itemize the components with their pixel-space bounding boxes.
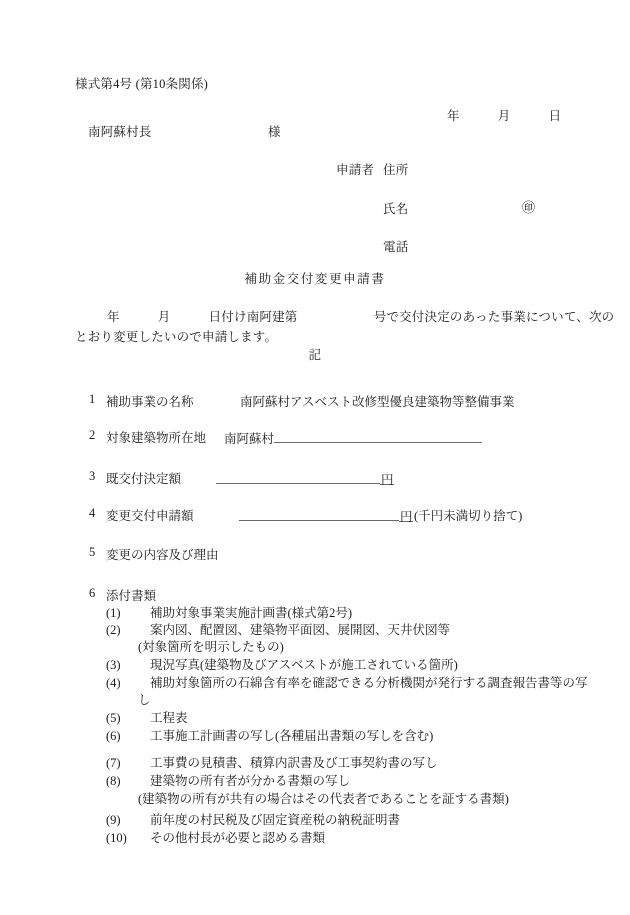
item-number-4: 4	[89, 506, 96, 520]
list-item-number: (3)	[106, 658, 121, 672]
list-item-label: 建築物の所有者が分かる書類の写し	[150, 774, 351, 788]
list-item-label: その他村長が必要と認める書類	[150, 831, 326, 845]
list-item-label: 工程表	[150, 711, 188, 725]
list-item-continuation: し	[138, 693, 151, 707]
list-item-number: (9)	[106, 813, 121, 827]
page-title: 補助金交付変更申請書	[244, 272, 386, 286]
list-item-number: (4)	[106, 676, 121, 690]
list-item	[106, 620, 450, 638]
item-label-3: 既交付決定額	[106, 472, 182, 486]
list-item	[106, 771, 350, 789]
body-line-1: 年 月 日付け南阿建第 号で交付決定のあった事業について、次の	[107, 310, 615, 324]
list-item	[106, 708, 188, 726]
list-item-number: (10)	[106, 831, 127, 845]
date-line: 年 月 日	[447, 109, 562, 123]
item-number-2: 2	[89, 428, 96, 442]
item-unit-4: 円	[399, 507, 413, 522]
list-item	[106, 753, 438, 771]
item-number-5: 5	[89, 545, 96, 559]
list-item	[106, 655, 458, 673]
list-item	[106, 810, 400, 828]
item-label-6: 添付書類	[106, 589, 157, 603]
applicant-name-label: 氏名	[383, 202, 409, 216]
applicant-address-label: 住所	[383, 163, 409, 177]
item-number-1: 1	[89, 392, 96, 406]
list-item	[106, 726, 433, 744]
item-label-4: 変更交付申請額	[106, 509, 194, 523]
item-label-5: 変更の内容及び理由	[106, 548, 219, 562]
seal-icon: ㊞	[522, 200, 536, 215]
item-value-3	[216, 469, 394, 488]
applicant-label: 申請者	[336, 163, 375, 177]
list-item	[106, 828, 325, 846]
list-item-number: (8)	[106, 774, 121, 788]
item-unit-3: 円	[380, 470, 394, 485]
list-item-number: (6)	[106, 729, 121, 743]
item-value-2-prefix: 南阿蘇村	[224, 432, 275, 446]
applicant-phone-label: 電話	[383, 240, 409, 254]
list-item-label: 補助対象箇所の石綿含有率を確認できる分析機関が発行する調査報告書等の写	[150, 676, 588, 690]
list-item	[106, 673, 588, 691]
list-item-number: (2)	[106, 623, 121, 637]
item-number-6: 6	[89, 586, 96, 600]
list-item-label: 補助対象事業実施計画書(様式第2号)	[150, 606, 353, 620]
item-value-4	[239, 506, 413, 525]
item-label-1: 補助事業の名称	[106, 395, 194, 409]
list-item-label: 現況写真(建築物及びアスベストが施工されている箇所)	[150, 658, 458, 672]
list-item-number: (7)	[106, 756, 121, 770]
item-number-3: 3	[89, 469, 96, 483]
item-note-4: (千円未満切り捨て)	[414, 509, 523, 523]
list-item-number: (5)	[106, 711, 121, 725]
list-item-label: 工事費の見積書、積算内訳書及び工事契約書の写し	[150, 756, 438, 770]
addressee-honorific: 様	[268, 125, 281, 139]
ki-marker: 記	[308, 348, 322, 362]
list-item-continuation: (建築物の所有が共有の場合はその代表者であることを証する書類)	[138, 792, 509, 806]
list-item-label: 案内図、配置図、建築物平面図、展開図、天井伏図等	[150, 623, 451, 637]
item-value-2	[224, 428, 482, 447]
item-value-1: 南阿蘇村アスベスト改修型優良建築物等整備事業	[240, 395, 515, 409]
requested-amount-blank-field[interactable]	[239, 506, 399, 521]
list-item-label: 工事施工計画書の写し(各種届出書類の写しを含む)	[150, 729, 434, 743]
list-item-continuation: (対象箇所を明示したもの)	[138, 640, 284, 654]
body-line-2: とおり変更したいので申請します。	[75, 330, 278, 344]
location-blank-field[interactable]	[274, 428, 482, 443]
list-item	[106, 603, 352, 621]
granted-amount-blank-field[interactable]	[216, 469, 380, 484]
addressee: 南阿蘇村長	[88, 125, 152, 139]
list-item-label: 前年度の村民税及び固定資産税の納税証明書	[150, 813, 401, 827]
list-item-number: (1)	[106, 606, 121, 620]
item-label-2: 対象建築物所在地	[106, 431, 207, 445]
form-number: 様式第4号 (第10条関係)	[75, 77, 209, 91]
